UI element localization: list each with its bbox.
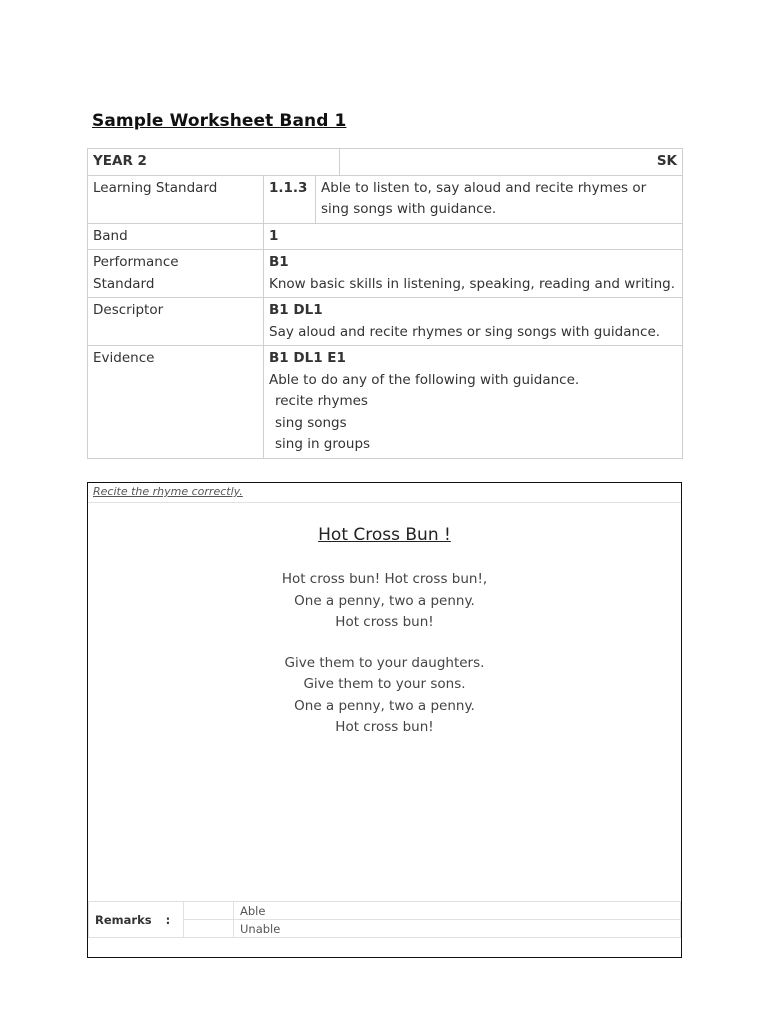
poem — [88, 569, 681, 739]
poem-line: Give them to your daughters. — [284, 654, 485, 671]
remarks-section — [88, 901, 681, 938]
evidence-text: Able to do any of the following with guidance. — [269, 371, 580, 388]
performance-standard-row — [88, 250, 683, 298]
evidence-item: recite rhymes — [275, 393, 368, 409]
poem-line: One a penny, two a penny. — [294, 592, 475, 609]
performance-standard-label: Performance Standard — [88, 250, 264, 298]
descriptor-label: Descriptor — [88, 298, 264, 346]
subject-code: SK — [340, 149, 683, 176]
standards-table — [87, 148, 681, 459]
activity-box — [87, 482, 682, 958]
evidence-item: sing songs — [275, 414, 347, 431]
learning-standard-label: Learning Standard — [88, 175, 264, 223]
instruction-text: Recite the rhyme correctly. — [93, 485, 243, 498]
evidence-code: B1 DL1 E1 — [269, 350, 346, 366]
band-value: 1 — [264, 223, 683, 250]
poem-line: Give them to your sons. — [303, 676, 466, 692]
remarks-label: Remarks — [95, 912, 152, 927]
learning-standard-text: Able to listen to, say aloud and recite rhymes or sing songs with guidance. — [316, 175, 683, 223]
evidence-label: Evidence — [88, 346, 264, 459]
evidence-row — [88, 346, 683, 459]
evidence-item: sing in groups — [275, 436, 371, 452]
remarks-unable-checkbox[interactable] — [184, 920, 234, 938]
year-label: YEAR 2 — [88, 149, 340, 176]
poem-line: Hot cross bun! — [335, 719, 434, 735]
descriptor-text: Say aloud and recite rhymes or sing songs with guidance. — [269, 323, 661, 340]
poem-title: Hot Cross Bun ! — [318, 525, 451, 545]
remarks-able-checkbox[interactable] — [184, 902, 234, 920]
learning-standard-code: 1.1.3 — [264, 175, 316, 223]
band-row — [88, 223, 683, 250]
poem-line: Hot cross bun! Hot cross bun!, — [281, 571, 488, 587]
poem-line: One a penny, two a penny. — [294, 697, 475, 714]
header-row — [88, 149, 683, 176]
descriptor-row — [88, 298, 683, 346]
descriptor-code: B1 DL1 — [269, 302, 323, 318]
evidence-list — [269, 391, 677, 456]
performance-standard-code: B1 — [269, 254, 289, 270]
remarks-option-unable: Unable — [234, 920, 681, 938]
band-label: Band — [88, 223, 264, 250]
remarks-option-able: Able — [234, 902, 681, 920]
poem-line: Hot cross bun! — [335, 614, 434, 630]
performance-standard-text: Know basic skills in listening, speaking, reading and writing. — [269, 275, 676, 292]
worksheet-title: Sample Worksheet Band 1 — [92, 111, 347, 131]
learning-standard-row — [88, 175, 683, 223]
divider — [88, 502, 681, 503]
remarks-colon: : — [165, 912, 171, 927]
